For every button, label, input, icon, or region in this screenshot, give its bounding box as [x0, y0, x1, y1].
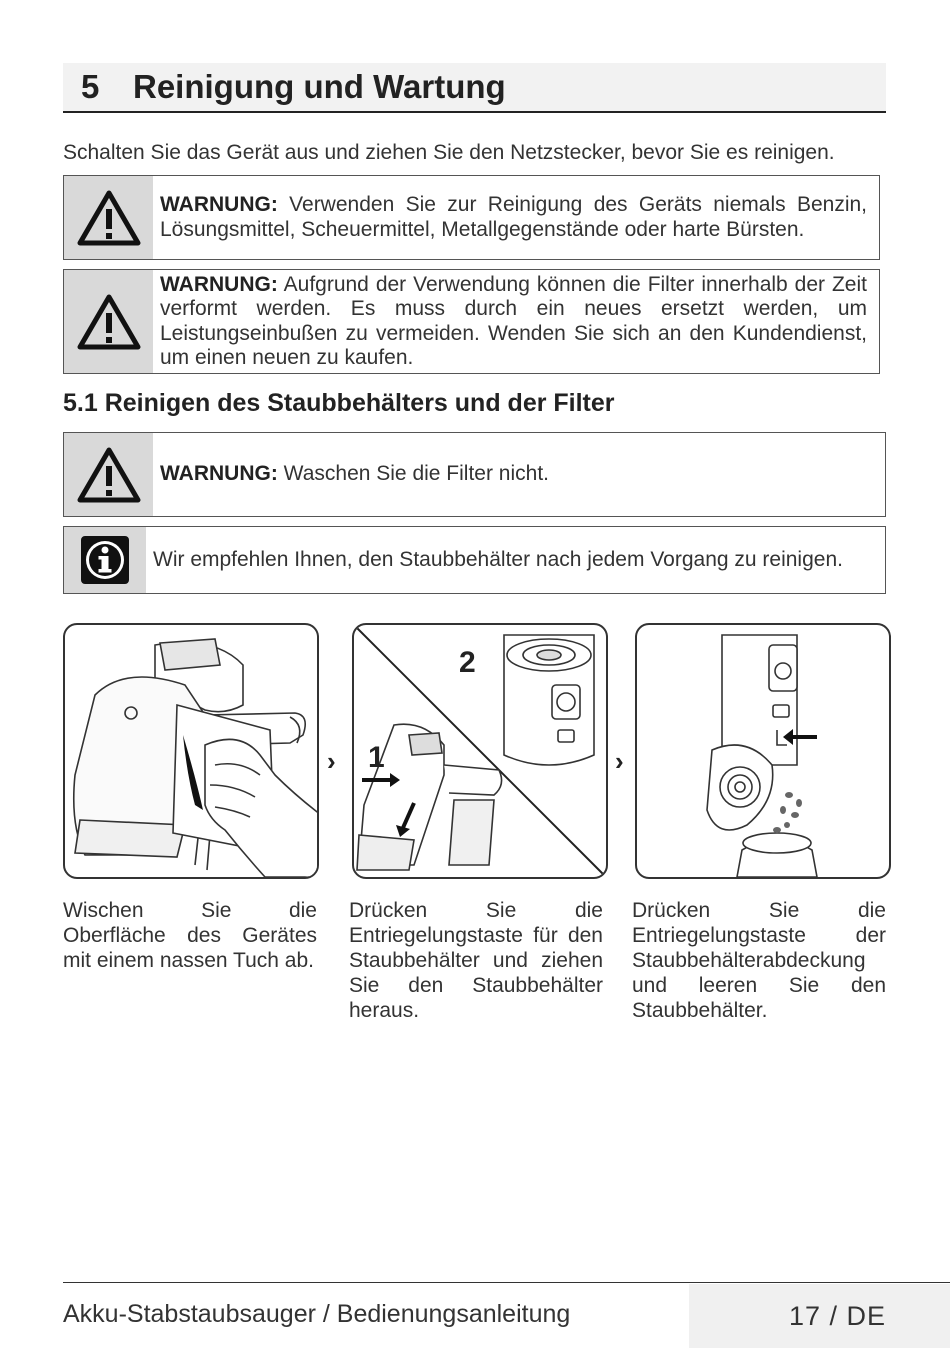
info-text: Wir empfehlen Ihnen, den Staubbehälter nach jedem Vorgang zu reinigen. — [153, 547, 843, 571]
caption-step-1: Wischen Sie die Oberfläche des Gerätes mit einem nassen Tuch ab. — [63, 899, 317, 972]
caption-step-3: Drücken Sie die Entriegelungstaste der Staubbehälterabdeckung und leeren Sie den Staubbehälter. — [632, 899, 886, 1022]
next-arrow-icon: › — [327, 746, 336, 776]
subsection-title: 5.1 Reinigen des Staubbehälters und der Filter — [63, 389, 615, 417]
warning-box-2 — [63, 269, 880, 374]
figure-remove-container — [352, 623, 608, 879]
warning-body: Aufgrund der Verwendung können die Filter innerhalb der Zeit verformt werden. Es muss durch ein neues ersetzt werden, um Leistungseinbußen zu vermeiden. Wenden Sie sich an den Kundendienst, um einen neuen zu kaufen. — [160, 272, 867, 369]
section-title: Reinigung und Wartung — [133, 68, 506, 105]
next-arrow-icon: › — [615, 746, 624, 776]
warning-body: Waschen Sie die Filter nicht. — [277, 462, 549, 486]
warning-box-3 — [63, 432, 886, 517]
empty-container-illustration — [637, 625, 889, 877]
step-label-2: 2 — [459, 646, 476, 679]
warning-icon — [64, 270, 153, 373]
warning-text-1 — [153, 176, 879, 259]
warning-icon — [64, 433, 153, 516]
warning-label: WARNUNG: — [160, 462, 278, 486]
footer-title: Akku-Stabstaubsauger / Bedienungsanleitung — [63, 1300, 571, 1328]
footer-page-box — [689, 1284, 950, 1348]
warning-icon — [64, 176, 153, 259]
figure-empty-container — [635, 623, 891, 879]
warning-text-3 — [153, 433, 561, 516]
vacuum-wipe-illustration — [65, 625, 317, 877]
warning-body: Verwenden Sie zur Reinigung des Geräts niemals Benzin, Lösungsmittel, Scheuermittel, Metallgegenstände oder harte Bürsten. — [160, 193, 867, 241]
page-number: 17 / DE — [788, 1300, 886, 1331]
figure-wipe-device — [63, 623, 319, 879]
warning-box-1 — [63, 175, 880, 260]
warning-text-2 — [153, 270, 879, 373]
footer-divider — [63, 1282, 950, 1283]
section-number: 5 — [81, 68, 100, 105]
step-label-1: 1 — [368, 741, 385, 774]
warning-label: WARNUNG: — [160, 193, 278, 216]
info-box — [63, 526, 886, 594]
section-header — [63, 63, 886, 113]
warning-label: WARNUNG: — [160, 272, 278, 296]
intro-text: Schalten Sie das Gerät aus und ziehen Sie den Netzstecker, bevor Sie es reinigen. — [63, 141, 835, 164]
remove-container-illustration — [354, 625, 606, 877]
info-icon — [64, 527, 146, 593]
caption-step-2: Drücken Sie die Entriegelungstaste für den Staubbehälter und ziehen Sie den Staubbehälter heraus. — [349, 899, 603, 1022]
